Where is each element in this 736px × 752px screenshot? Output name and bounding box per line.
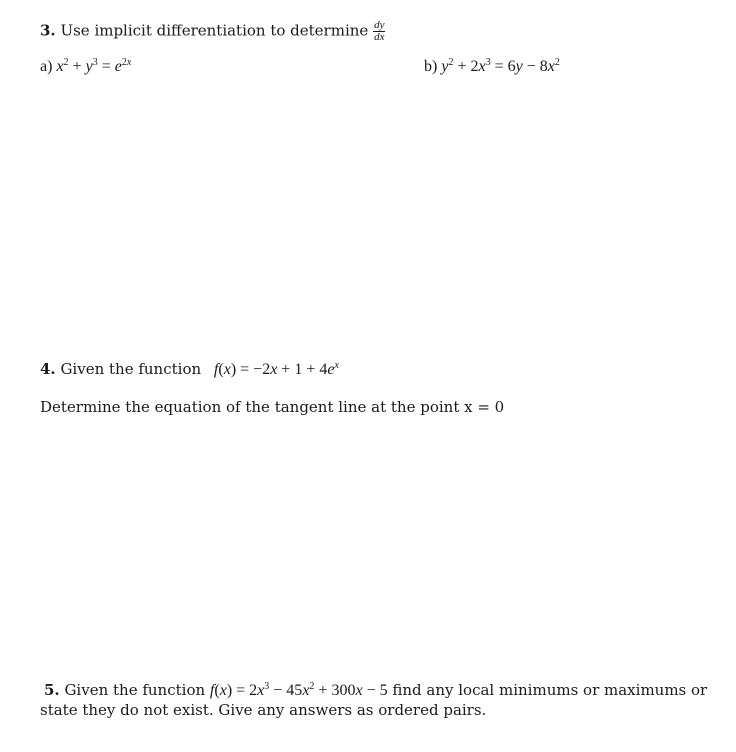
q5-text-pre: Given the function <box>64 681 206 699</box>
q4-number: 4. <box>40 360 56 378</box>
q3-heading <box>40 20 385 43</box>
frac-denominator: dx <box>374 31 385 43</box>
q5-line1 <box>44 681 707 700</box>
q5-line2: state they do not exist. Give any answers as ordered pairs. <box>40 701 487 719</box>
q3-a-equation: $x^2 + y^3 = e^{2x}$ <box>56 57 132 75</box>
frac-numerator: dy <box>374 19 385 31</box>
q3-number: 3. <box>40 21 56 40</box>
dy-dx-fraction <box>373 20 385 43</box>
q4-function: $f(x) = -2x + 1 + 4e^x$ <box>213 360 339 378</box>
q4-instruction: Determine the equation of the tangent line at the point x = 0 <box>40 398 505 416</box>
q3-a-label: a) <box>40 58 53 75</box>
q3-part-a <box>40 58 131 76</box>
q3-part-b <box>424 58 560 76</box>
q5-text-post: find any local minimums or maximums or <box>392 681 708 699</box>
q3-b-equation: $y^2 + 2x^3 = 6y - 8x^2$ <box>441 57 560 75</box>
q4-heading <box>40 360 339 379</box>
q5-function: $f(x) = 2x^3 - 45x^2 + 300x - 5$ <box>209 681 388 699</box>
q4-text: Given the function <box>60 360 202 378</box>
q5-number: 5. <box>44 681 60 699</box>
q3-text: Use implicit differentiation to determine <box>60 21 369 40</box>
q3-b-label: b) <box>424 58 438 75</box>
